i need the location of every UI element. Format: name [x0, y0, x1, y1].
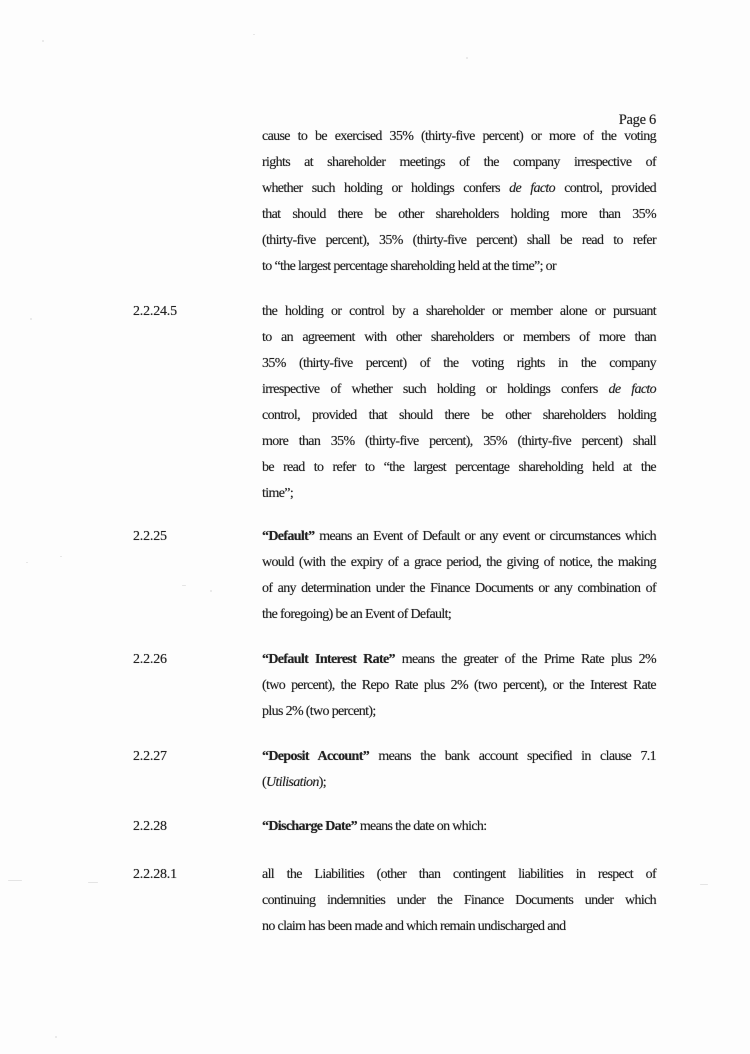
text-segment: be read to refer to “the largest percentage shareholding held at the [262, 460, 656, 475]
clause-text-line [262, 770, 656, 796]
clause-text-line [262, 351, 656, 377]
text-segment: more than 35% (thirty-five percent), 35% (thirty-five percent) shall [262, 434, 656, 449]
italic-phrase: Utilisation [266, 775, 319, 790]
text-segment: (two percent), the Repo Rate plus 2% (two percent), or the Interest Rate [262, 678, 656, 693]
clause-text-line [262, 403, 656, 429]
text-segment: irrespective of whether such holding or holdings confers [262, 382, 609, 397]
clause-text-line [262, 377, 656, 403]
page-number-label: Page 6 [618, 112, 656, 128]
clause-row [133, 299, 656, 507]
defined-term: “Deposit Account” [262, 749, 370, 764]
text-segment: continuing indemnities under the Finance Documents under which [262, 893, 656, 908]
text-segment: means the greater of the Prime Rate plus 2% [394, 652, 656, 667]
text-segment: to an agreement with other shareholders or members of more than [262, 330, 656, 345]
scan-speckle [26, 562, 28, 563]
clause-number: 2.2.26 [133, 652, 167, 667]
defined-term: “Default Interest Rate” [262, 652, 395, 667]
text-segment: ); [318, 775, 327, 790]
clause-text-line [262, 124, 656, 150]
scan-speckle [55, 1036, 57, 1038]
clause-text [262, 814, 656, 840]
text-segment: control, provided that should there be other shareholders holding [262, 408, 656, 423]
scan-speckle [700, 884, 708, 885]
text-segment: no claim has been made and which remain undischarged and [262, 919, 566, 934]
clause-row [133, 744, 656, 796]
scan-speckle [30, 318, 32, 320]
scan-speckle [60, 556, 62, 557]
scan-speckle [466, 57, 468, 59]
scan-speckle [8, 880, 22, 881]
clause-text-line [262, 550, 656, 576]
clause-text [262, 524, 656, 628]
clause-text [262, 299, 656, 507]
clause-text-line [262, 576, 656, 602]
clause-text [262, 124, 656, 280]
clause-number: 2.2.28.1 [133, 867, 177, 882]
text-segment: the foregoing) be an Event of Default; [262, 607, 452, 622]
clause-text-line [262, 254, 656, 280]
text-segment: means an Event of Default or any event or circumstances which [314, 529, 656, 544]
clause-row [133, 862, 656, 940]
scan-speckle [42, 40, 44, 42]
scan-speckle [88, 882, 98, 883]
clause-number: 2.2.27 [133, 749, 167, 764]
clause-text-line [262, 228, 656, 254]
text-segment: cause to be exercised 35% (thirty-five percent) or more of the voting [262, 129, 656, 144]
clause-text-line [262, 888, 656, 914]
clause-text-line [262, 325, 656, 351]
clause-text [262, 647, 656, 725]
clause-number: 2.2.28 [133, 819, 167, 834]
clause-text-line [262, 176, 656, 202]
text-segment: means the bank account specified in clause 7.1 [369, 749, 656, 764]
clause-text-line [262, 150, 656, 176]
clause-text [262, 744, 656, 796]
clause-row [133, 814, 656, 840]
text-segment: means the date on which: [356, 819, 487, 834]
clause-row [133, 524, 656, 628]
clause-text-line [262, 914, 656, 940]
text-segment: ( [262, 775, 267, 790]
text-segment: control, provided [555, 181, 656, 196]
clause-text-line [262, 699, 656, 725]
clause-text-line [262, 202, 656, 228]
clause-text-line [262, 673, 656, 699]
clause-number: 2.2.25 [133, 529, 167, 544]
clause-text-line [262, 524, 656, 550]
clause-text-line [262, 299, 656, 325]
clause-text-line [262, 814, 656, 840]
clause-text-line [262, 429, 656, 455]
italic-phrase: de facto [509, 181, 556, 196]
clause-number: 2.2.24.5 [133, 304, 177, 319]
italic-phrase: de facto [608, 382, 657, 397]
defined-term: “Default” [262, 529, 315, 544]
clause-row [133, 124, 656, 280]
text-segment: all the Liabilities (other than contingent liabilities in respect of [262, 867, 656, 882]
clause-text-line [262, 744, 656, 770]
text-segment: to “the largest percentage shareholding held at the time”; or [262, 259, 557, 274]
scan-speckle [182, 585, 186, 586]
clause-text-line [262, 647, 656, 673]
text-segment: plus 2% (two percent); [262, 704, 376, 719]
text-segment: the holding or control by a shareholder or member alone or pursuant [262, 304, 656, 319]
text-segment: 35% (thirty-five percent) of the voting rights in the company [262, 356, 656, 371]
text-segment: would (with the expiry of a grace period, the giving of notice, the making [262, 555, 656, 570]
clause-text-line [262, 602, 656, 628]
clause-text-line [262, 862, 656, 888]
text-segment: time”; [262, 486, 294, 501]
text-segment: whether such holding or holdings confers [262, 181, 510, 196]
defined-term: “Discharge Date” [262, 819, 357, 834]
clause-text-line [262, 455, 656, 481]
text-segment: (thirty-five percent), 35% (thirty-five percent) shall be read to refer [262, 233, 656, 248]
clause-text-line [262, 481, 656, 507]
scan-speckle [210, 590, 212, 592]
clause-row [133, 647, 656, 725]
text-segment: that should there be other shareholders holding more than 35% [262, 207, 656, 222]
text-segment: rights at shareholder meetings of the company irrespective of [262, 155, 656, 170]
text-segment: of any determination under the Finance Documents or any combination of [262, 581, 656, 596]
clause-text [262, 862, 656, 940]
scan-speckle [253, 34, 255, 35]
